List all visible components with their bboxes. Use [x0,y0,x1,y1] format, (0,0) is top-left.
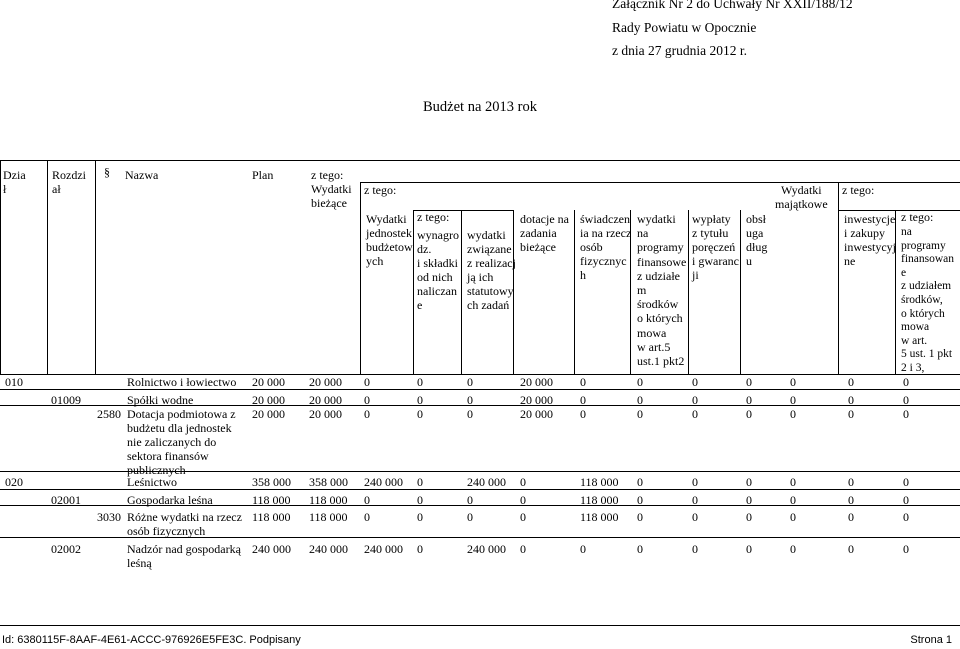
cell-value: 0 [692,407,698,421]
page-footer [0,625,960,646]
cell-value: 0 [692,542,698,556]
cell-nazwa: Leśnictwo [127,475,177,489]
row-divider [0,505,960,506]
cell-value: 0 [637,542,643,556]
col-plan: Plan [252,168,274,182]
row-divider [0,389,960,390]
cell-nazwa: Różne wydatki na rzecz osób fizycznych [127,510,242,538]
cell-value: 20 000 [520,407,553,421]
cell-value: 118 000 [309,510,348,524]
cell-value: 118 000 [252,493,291,507]
cell-value: 0 [848,475,854,489]
cell-value: 0 [746,393,752,407]
col-swiadczenia: świadczen ia na rzecz osób fizycznyc h [580,212,632,282]
cell-value: 0 [364,375,370,389]
row-divider [0,405,960,406]
cell-value: 0 [746,375,752,389]
annex-line-3: z dnia 27 grudnia 2012 r. [612,43,747,58]
cell-value: 118 000 [580,510,619,524]
cell-value: 0 [746,493,752,507]
cell-value: 0 [848,407,854,421]
cell-value: 0 [467,407,473,421]
cell-value: 0 [417,475,423,489]
row-divider [0,471,960,472]
cell-value: 0 [520,475,526,489]
row-divider [0,537,960,538]
cell-value: 358 000 [309,475,348,489]
cell-nazwa: Gospodarka leśna [127,493,213,507]
table-header [0,160,960,375]
cell-value: 0 [417,375,423,389]
cell-value: 0 [580,542,586,556]
cell-value: 0 [790,542,796,556]
col-dotacje: dotacje na zadania bieżące [520,212,569,254]
cell-value: 0 [364,407,370,421]
cell-value: 0 [903,510,909,524]
cell-value: 0 [580,393,586,407]
col-wydatki-biezace: Wydatki bieżące [311,182,352,210]
cell-value: 358 000 [252,475,291,489]
cell-rozdzial: 02001 [51,493,81,507]
col-z-tego-1: z tego: [311,168,344,182]
col-dzial: Dzia ł [3,168,26,196]
cell-value: 0 [790,510,796,524]
cell-value: 240 000 [364,475,403,489]
cell-paragraph: 3030 [97,510,121,524]
cell-nazwa: Dotacja podmiotowa z budżetu dla jednostek nie zaliczanych do sektora finansów publicznych [127,407,236,477]
cell-value: 0 [692,493,698,507]
cell-value: 0 [637,375,643,389]
cell-value: 240 000 [252,542,291,556]
cell-value: 0 [637,493,643,507]
col-wynagrodzenia: wynagro dz. i składki od nich naliczan e [417,228,459,312]
annex-line-1: Załącznik Nr 2 do Uchwały Nr XXII/188/12 [612,0,853,11]
cell-value: 0 [692,475,698,489]
cell-value: 0 [520,493,526,507]
cell-value: 0 [903,375,909,389]
col-obsluga: obsł uga dług u [746,212,768,268]
cell-value: 0 [692,375,698,389]
cell-value: 0 [848,510,854,524]
cell-value: 0 [848,393,854,407]
cell-value: 0 [467,375,473,389]
cell-value: 0 [520,542,526,556]
cell-value: 0 [903,393,909,407]
cell-value: 0 [746,407,752,421]
cell-nazwa: Nadzór nad gospodarką leśną [127,542,241,570]
col-wydatki-majatkowe: Wydatki majątkowe [775,183,828,211]
cell-value: 0 [848,493,854,507]
cell-value: 20 000 [520,393,553,407]
document-id: Id: 6380115F-8AAF-4E61-ACCC-976926E5FE3C. Podpisany [2,634,301,646]
cell-value: 0 [848,375,854,389]
cell-value: 0 [790,475,796,489]
cell-value: 118 000 [580,475,619,489]
cell-value: 0 [790,493,796,507]
cell-value: 0 [580,375,586,389]
cell-value: 0 [637,510,643,524]
cell-value: 20 000 [309,407,342,421]
cell-value: 20 000 [309,393,342,407]
cell-dzial: 010 [5,375,23,389]
cell-value: 0 [637,475,643,489]
cell-value: 0 [467,493,473,507]
col-z-tego-5: z tego: [901,210,934,224]
cell-value: 0 [903,493,909,507]
cell-value: 0 [903,475,909,489]
cell-value: 0 [790,375,796,389]
cell-value: 20 000 [520,375,553,389]
cell-value: 0 [364,510,370,524]
cell-value: 0 [637,407,643,421]
cell-value: 20 000 [309,375,342,389]
col-wyplaty: wypłaty z tytułu poręczeń i gwaranc ji [692,212,739,282]
cell-value: 0 [790,393,796,407]
col-inwestycje: inwestycje i zakupy inwestycyj ne [844,212,896,268]
cell-value: 20 000 [252,407,285,421]
cell-value: 0 [364,493,370,507]
col-wydatki-programy: wydatki na programy finansowe z udziałe m środków o których mowa w art.5 ust.1 pkt2 [637,212,687,369]
cell-value: 240 000 [467,475,506,489]
cell-value: 0 [520,510,526,524]
col-paragraph: § [104,165,110,179]
cell-value: 0 [364,393,370,407]
cell-value: 0 [580,407,586,421]
cell-value: 0 [746,475,752,489]
cell-value: 0 [467,510,473,524]
cell-value: 0 [746,510,752,524]
cell-value: 20 000 [252,375,285,389]
cell-value: 0 [848,542,854,556]
page-number: Strona 1 [910,634,952,646]
cell-value: 0 [903,542,909,556]
row-divider [0,489,960,490]
cell-value: 0 [692,510,698,524]
cell-value: 240 000 [364,542,403,556]
cell-value: 0 [790,407,796,421]
cell-value: 0 [417,493,423,507]
col-z-tego-3: z tego: [417,210,450,224]
annex-line-2: Rady Powiatu w Opocznie [612,20,757,35]
cell-value: 0 [903,407,909,421]
cell-value: 118 000 [252,510,291,524]
col-programy: na programy finansowan e z udziałem środków, o których mowa w art. 5 ust. 1 pkt 2 i 3, [901,226,955,374]
cell-value: 0 [417,407,423,421]
cell-value: 240 000 [467,542,506,556]
cell-nazwa: Rolnictwo i łowiectwo [127,375,237,389]
cell-value: 118 000 [309,493,348,507]
cell-value: 240 000 [309,542,348,556]
cell-value: 0 [417,542,423,556]
cell-nazwa: Spółki wodne [127,393,194,407]
document-title: Budżet na 2013 rok [423,99,537,115]
col-z-tego-4: z tego: [842,183,875,197]
cell-value: 0 [417,393,423,407]
cell-value: 118 000 [580,493,619,507]
col-wydatki-zwiazane: wydatki związane z realizacj ją ich statutowy ch zadań [467,228,516,312]
col-wydatki-jednostek: Wydatki jednostek budżetow ych [366,212,413,268]
col-rozdzial: Rozdzi ał [52,168,86,196]
cell-value: 20 000 [252,393,285,407]
cell-value: 0 [637,393,643,407]
cell-value: 0 [746,542,752,556]
cell-value: 0 [467,393,473,407]
cell-dzial: 020 [5,475,23,489]
cell-paragraph: 2580 [97,407,121,421]
col-z-tego-2: z tego: [364,183,397,197]
cell-rozdzial: 01009 [51,393,81,407]
cell-value: 0 [417,510,423,524]
cell-rozdzial: 02002 [51,542,81,556]
cell-value: 0 [692,393,698,407]
col-nazwa: Nazwa [125,168,159,182]
